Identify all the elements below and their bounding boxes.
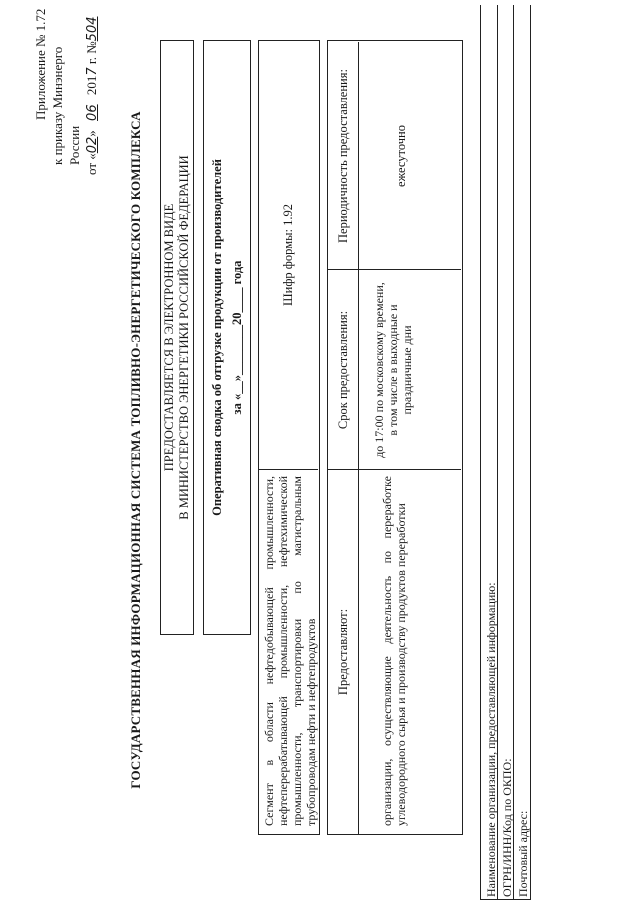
submission-line-1: ПРЕДОСТАВЛЯЕТСЯ В ЭЛЕКТРОННОМ ВИДЕ (162, 203, 176, 472)
footer-left-edge (480, 899, 530, 900)
segment-text: Сегмент в области нефтедобывающей промышленности, нефтеперерабатывающей промышленности, нефтехимической промышленности, транспортировки по магистральным трубопроводам нефти и нефтепродуктов (262, 476, 318, 826)
report-title-box (203, 40, 251, 635)
appendix-number: Приложение № 1.72 (33, 8, 48, 120)
date-day: 02 (85, 136, 100, 154)
footer-top-line (480, 5, 481, 900)
org-name-field: Наименование организации, предоставляющей информацию: (484, 582, 498, 897)
cell-frequency: ежесуточно (394, 125, 408, 187)
submission-box (160, 40, 194, 635)
submission-line-2: В МИНИСТЕРСТВО ЭНЕРГЕТИКИ РОССИЙСКОЙ ФЕДЕРАЦИИ (177, 155, 191, 520)
appendix-date-line (83, 5, 101, 175)
header-frequency: Периодичность предоставления: (336, 69, 350, 243)
date-prefix: от « (84, 153, 99, 175)
order-no-label: г. № (84, 41, 99, 68)
footer-bottom-line (530, 5, 531, 900)
form-code: Шифр формы: 1.92 (281, 204, 295, 306)
segment-divider (259, 469, 318, 470)
appendix-order-ref: к приказу Минэнерго России (50, 46, 82, 165)
cell-provided-by: организации, осуществляющие деятельность по переработке углеводородного сырья и производству продуктов переработки (380, 476, 408, 826)
order-number: 504 (85, 16, 100, 42)
date-month: 06 (85, 104, 100, 121)
segment-box (258, 40, 320, 835)
date-year-digit: 7 (85, 67, 100, 76)
header-deadline: Срок предоставления: (336, 310, 350, 430)
footer-line-1 (497, 5, 498, 900)
appendix-block (32, 5, 101, 175)
ogrn-field: ОГРН/ИНН/Код по ОКПО: (500, 758, 514, 897)
date-quote: » (84, 130, 99, 137)
system-title: ГОСУДАРСТВЕННАЯ ИНФОРМАЦИОННАЯ СИСТЕМА ТОПЛИВНО-ЭНЕРГЕТИЧЕСКОГО КОМПЛЕКСА (128, 111, 143, 789)
header-provided-by: Предоставляют: (336, 608, 350, 696)
date-year-prefix: 201 (84, 75, 99, 96)
report-period: за «__»________20____ года (230, 260, 244, 415)
footer-line-2 (513, 5, 514, 900)
report-title: Оперативная сводка об отгрузке продукции от производителей (210, 159, 224, 516)
cell-deadline: до 17:00 по московскому времени, в том числе в выходные и праздничные дни (372, 282, 414, 458)
info-table (327, 40, 463, 835)
info-table-header-line (358, 42, 359, 834)
address-field: Почтовый адрес: (516, 810, 530, 897)
